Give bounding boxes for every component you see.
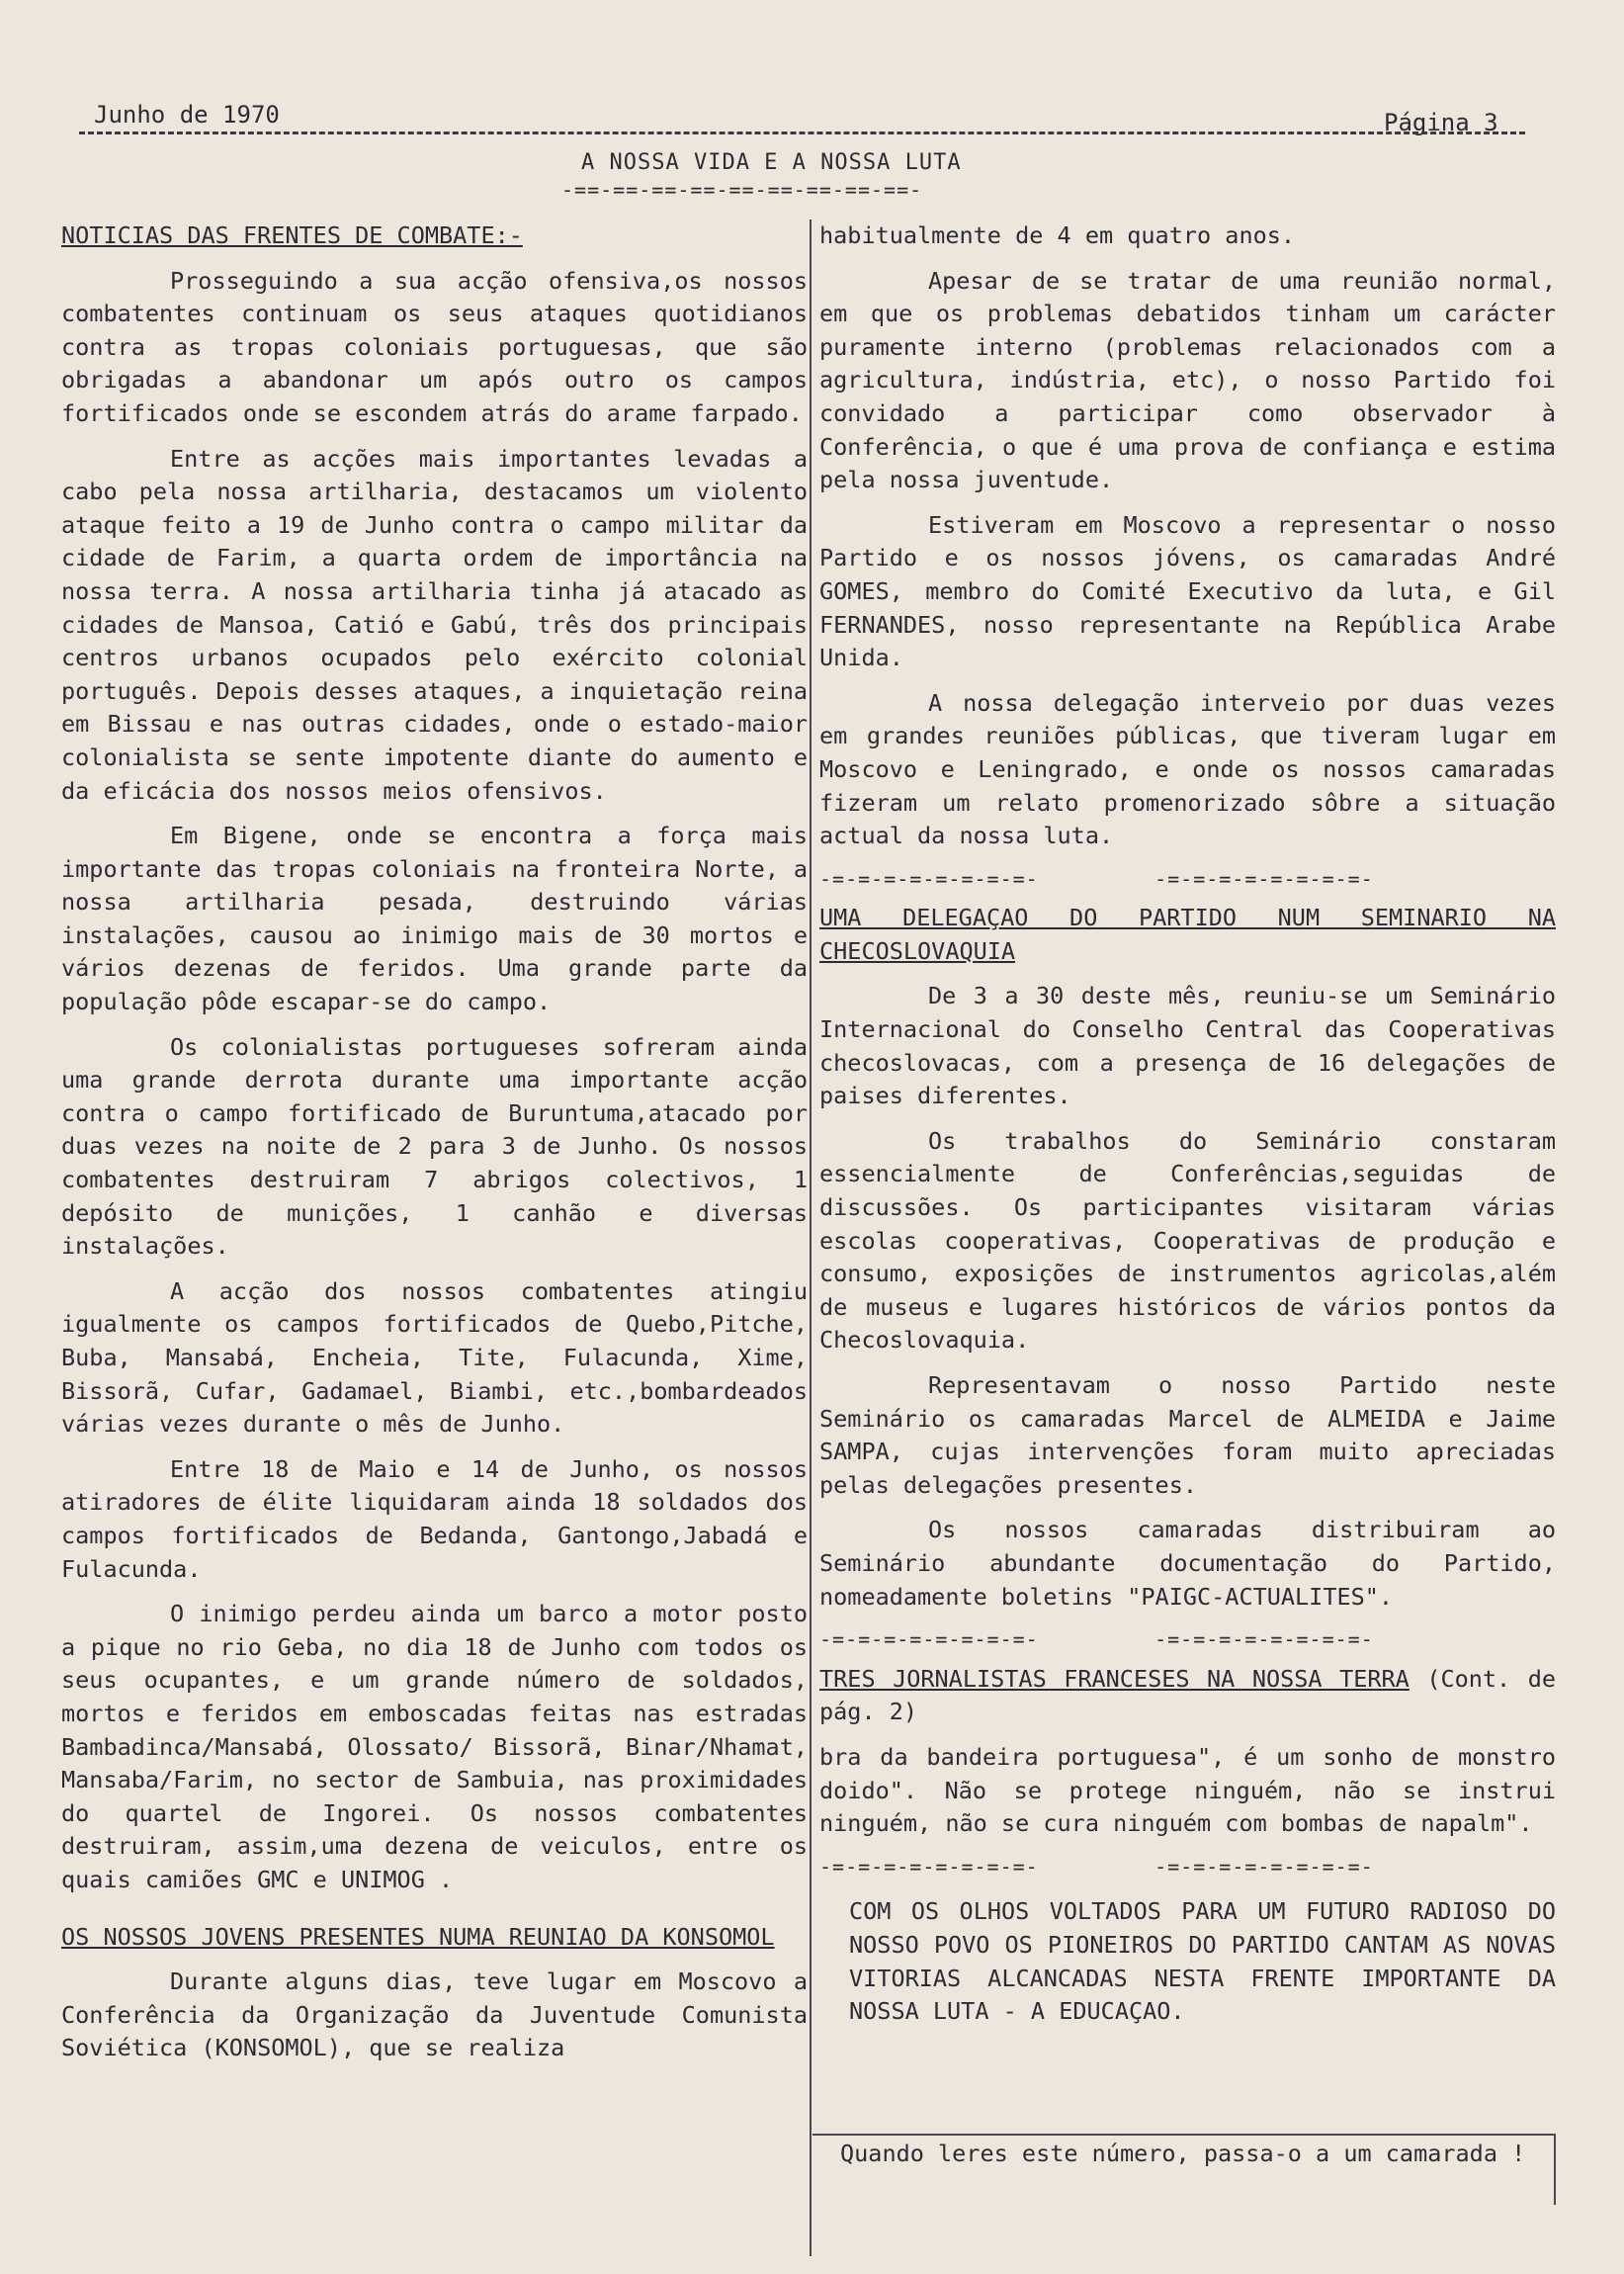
article-paragraph: bra da bandeira portuguesa", é um sonho de monstro doido". Não se protege ninguém, não se instrui ninguém, não se cura ninguém com bombas de napalm".	[819, 1742, 1556, 1838]
article-paragraph: Estiveram em Moscovo a representar o nosso Partido e os nossos jóvens, os camaradas André GOMES, membro do Comité Executivo da luta, e Gil FERNANDES, nosso representante na República Arabe Unida.	[819, 510, 1556, 672]
reader-note: Quando leres este número, passa-o a um camarada !	[840, 2140, 1526, 2167]
article-paragraph: Os colonialistas portugueses sofreram ainda uma grande derrota durante uma importante acção contra o campo fortificado de Buruntuma,atacado por duas vezes na noite de 2 para 3 de Junho. Os nossos combatentes destruiram 7 abrigos colectivos, 1 depósito de munições, 1 canhão e diversas instalações.	[61, 1032, 808, 1261]
article-paragraph: A acção dos nossos combatentes atingiu igualmente os campos fortificados de Quebo,Pitche, Buba, Mansabá, Encheia, Tite, Fulacunda, Xime, Bissorã, Cufar, Gadamael, Biambi, etc.,bombardeados várias vezes durante o mês de Junho.	[61, 1276, 808, 1439]
section-heading-seminar: UMA DELEGAÇAO DO PARTIDO NUM SEMINARIO NA CHECOSLOVAQUIA	[819, 904, 1556, 965]
page-title: A NOSSA VIDA E A NOSSA LUTA	[581, 150, 962, 175]
article-paragraph: Em Bigene, onde se encontra a força mais importante das tropas coloniais na fronteira Norte, a nossa artilharia pesada, destruindo várias instalações, causou ao inimigo mais de 30 mortos e vários dezenas de feridos. Uma grande parte da população pôde escapar-se do campo.	[61, 822, 808, 1016]
section-heading-konsomol: OS NOSSOS JOVENS PRESENTES NUMA REUNIAO DA KONSOMOL	[61, 1922, 775, 1951]
title-rule: -==-==-==-==-==-==-==-==-==-	[561, 178, 923, 202]
section-separator: -=-=-=-=-=-=-=-=- -=-=-=-=-=-=-=-=-	[819, 1627, 1374, 1652]
article-paragraph: Entre as acções mais importantes levadas a cabo pela nossa artilharia, destacamos um violento ataque feito a 19 de Junho contra o campo militar da cidade de Farim, a quarta ordem de importância na nossa terra. A nossa artilharia tinha já atacado as cidades de Mansoa, Catió e Gabú, três dos principais centros urbanos ocupados pelo exército colonial português. Depois desses ataques, a inquietação reina em Bissau e nas outras cidades, onde o estado-maior colonialista se sente impotente diante do aumento e da eficácia dos nossos meios ofensivos.	[61, 444, 808, 805]
section-separator: -=-=-=-=-=-=-=-=- -=-=-=-=-=-=-=-=-	[819, 1854, 1374, 1879]
article-paragraph: Representavam o nosso Partido neste Seminário os camaradas Marcel de ALMEIDA e Jaime SAMPA, cujas intervenções foram muito apreciadas pelas delegações presentes.	[819, 1371, 1556, 1499]
article-paragraph: Prosseguindo a sua acção ofensiva,os nossos combatentes continuam os seus ataques quotidianos contra as tropas coloniais portuguesas, que são obrigadas a abandonar um após outro os campos fortificados onde se escondem atrás do arame farpado.	[61, 266, 808, 427]
slogan-text: COM OS OLHOS VOLTADOS PARA UM FUTURO RADIOSO DO NOSSO POVO OS PIONEIROS DO PARTIDO CANTAM AS NOVAS VITORIAS ALCANCADAS NESTA FRENTE IMPORTANTE DA NOSSA LUTA - A EDUCAÇAO.	[849, 1897, 1556, 2026]
left-column	[61, 219, 808, 2065]
article-paragraph: O inimigo perdeu ainda um barco a motor posto a pique no rio Geba, no dia 18 de Junho com todos os seus ocupantes, e um grande número de soldados, mortos e feridos em emboscadas feitas nas estradas Bambadinca/Mansabá, Olossato/ Bissorã, Binar/Nhamat, Mansaba/Farim, no sector de Sambuia, nas proximidades do quartel de Ingorei. Os nossos combatentes destruiram, assim,uma dezena de veiculos, entre os quais camiões GMC e UNIMOG .	[61, 1600, 808, 1893]
header-rule	[79, 131, 1525, 134]
section-separator: -=-=-=-=-=-=-=-=- -=-=-=-=-=-=-=-=-	[819, 866, 1374, 891]
article-paragraph: Os trabalhos do Seminário constaram essencialmente de Conferências,seguidas de discussões. Os participantes visitaram várias escolas cooperativas, Cooperativas de produção e consumo, exposições de instrumentos agricolas,além de museus e lugares históricos de vários pontos da Checoslovaquia.	[819, 1126, 1556, 1355]
section-heading-journalists: TRES JORNALISTAS FRANCESES NA NOSSA TERRA	[819, 1664, 1410, 1693]
column-divider	[810, 219, 812, 2256]
article-paragraph: A nossa delegação interveio por duas vezes em grandes reuniões públicas, que tiveram lugar em Moscovo e Leningrado, e onde os nossos camaradas fizeram um relato promenorizado sôbre a situação actual da nossa luta.	[819, 688, 1556, 850]
section-heading-combat-news: NOTICIAS DAS FRENTES DE COMBATE:-	[61, 221, 523, 249]
article-paragraph: Durante alguns dias, teve lugar em Moscovo a Conferência da Organização da Juventude Comunista Soviética (KONSOMOL), que se realiza	[61, 1968, 808, 2062]
article-paragraph: De 3 a 30 deste mês, reuniu-se um Seminário Internacional do Conselho Central das Cooperativas checoslovacas, com a presença de 16 delegações de paises diferentes.	[819, 982, 1556, 1110]
right-column	[819, 219, 1556, 2029]
page-number: Página 3	[1384, 109, 1498, 136]
article-paragraph: Apesar de se tratar de uma reunião normal, em que os problemas debatidos tinham um carácter puramente interno (problemas relacionados com a agricultura, indústria, etc), o nosso Partido foi convidado a participar como observador à Conferência, o que é uma prova de confiança e estima pela nossa juventude.	[819, 266, 1556, 494]
article-paragraph: Entre 18 de Maio e 14 de Junho, os nossos atiradores de élite liquidaram ainda 18 soldados dos campos fortificados de Bedanda, Gantongo,Jabadá e Fulacunda.	[61, 1454, 808, 1583]
continuation-note: (Cont. de pág. 2)	[819, 1664, 1556, 1726]
article-paragraph: Os nossos camaradas distribuiram ao Seminário abundante documentação do Partido, nomeadamente boletins "PAIGC-ACTUALITES".	[819, 1516, 1556, 1611]
issue-date: Junho de 1970	[94, 101, 280, 129]
article-paragraph: habitualmente de 4 em quatro anos.	[819, 221, 1296, 249]
